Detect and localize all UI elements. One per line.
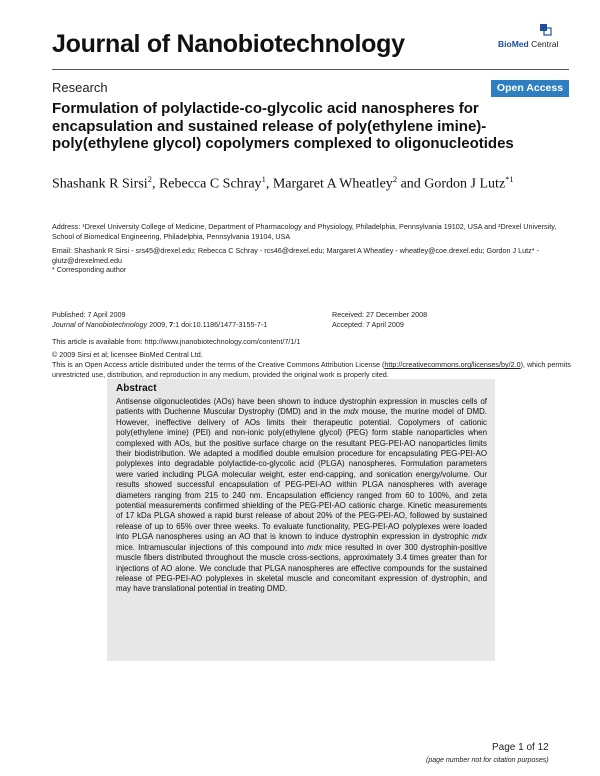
corresponding-note: * Corresponding author <box>52 265 127 274</box>
article-title: Formulation of polylactide-co-glycolic acid nanospheres for encapsulation and sustained release of poly(ethylene imine)-poly(ethylene glycol) copolymers complexed to oligonucleotides <box>52 100 514 152</box>
license-text <box>52 360 577 381</box>
journal-title: Journal of Nanobiotechnology <box>52 30 405 58</box>
author-affiliation: 2 <box>147 174 152 184</box>
author-emails[interactable]: Email: Shashank R Sirsi - srs45@drexel.edu; Rebecca C Schray - rcs46@drexel.edu; Margaret A Wheatley - wheatley@coe.drexel.edu; Gordon J Lutz* - glutz@drexelmed.edu <box>52 246 539 266</box>
logo-bio: BioMed <box>498 39 529 49</box>
license-post: ), which permits unrestricted use, distribution, and reproduction in any medium, provided the original work is properly cited. <box>52 360 571 380</box>
published-date: Published: 7 April 2009 <box>52 310 126 319</box>
page-number: Page 1 of 12 <box>492 742 549 753</box>
author-affiliation: 1 <box>261 174 266 184</box>
author-name: Shashank R Sirsi <box>52 176 148 192</box>
citation-year: 2009, <box>147 320 170 330</box>
open-access-badge[interactable]: Open Access <box>491 80 569 97</box>
accepted-date: Accepted: 7 April 2009 <box>332 320 404 330</box>
biomed-central-logo[interactable] <box>498 23 566 53</box>
abstract-segment: mouse, the murine model of DMD. However, ineffective delivery of AOs limits their therapeutic potential. Copolymers of cationic poly(ethylene imine) (PEI) and non-ionic poly(ethylene glycol) (PEG) form stable nanoparticles when complexed with AOs, but the positive surface charge on the resultant PEG-PEI-AO nanoparticles limits their biodistribution. We adapted a modified double emulsion procedure for encapsulating PEG-PEI-AO polyplexes into degradable polylactide-co-glycolic acid (PLGA) nanospheres. Formulation parameters were varied including PLGA molecular weight, ester end-capping, and sonication energy/volume. Our results showed successful encapsulation of PEG-PEI-AO within PLGA nanospheres with average diameters ranging from 215 to 240 nm. Encapsulation efficiency ranged from 60 to 100%, and zeta potential measurements confirmed shielding of the PEG-PEI-AO cationic charge. Kinetic measurements of 17 kDa PLGA showed a rapid burst release of about 20% of the PEG-PEI-AO, followed by sustained release of up to 65% over three weeks. To evaluate functionality, PEG-PEI-AO polyplexes were loaded into PLGA nanospheres using an AO that is known to induce dystrophin expression in dystrophic <box>116 407 488 542</box>
abstract-heading: Abstract <box>116 383 157 394</box>
biomed-logo-icon <box>539 23 552 36</box>
citation-doi: :1 doi:10.1186/1477-3155-7-1 <box>173 320 268 330</box>
header-rule <box>52 69 569 70</box>
abstract-italic: mdx <box>307 542 323 552</box>
abstract-body <box>116 397 487 595</box>
license-link[interactable]: http://creativecommons.org/licenses/by/2.0 <box>384 360 521 369</box>
publication-info <box>52 310 312 331</box>
author-separator: and Gordon J Lutz <box>397 176 506 192</box>
abstract-segment: mice resulted in over 300 dystrophin-positive muscle fibers distributed throughout the muscle cross-sections, approximately 3.4 times greater than for injections of AO alone. We conclude that PLGA nanospheres are effective compounds for the sustained release of PEG-PEI-AO polyplexes in skeletal muscle and concomitant expression of dystrophin, and may have translational potential in treating DMD. <box>116 542 487 594</box>
abstract-segment: Antisense oligonucleotides (AOs) have been shown to induce dystrophin expression in muscles cells of patients with Duchenne Muscular Dystrophy (DMD) and in the <box>116 397 487 417</box>
logo-central: Central <box>528 39 559 49</box>
affiliation-address: Address: ¹Drexel University College of Medicine, Department of Pharmacology and Physiology, Philadelphia, Pennsylvania 19102, USA and ²Drexel University, School of Biomedical Engineering, Philadelphia, Pennsylvania 19104, USA <box>52 222 557 242</box>
license-pre: This is an Open Access article distributed under the terms of the Creative Commons Attribution License ( <box>52 360 385 369</box>
author-affiliation: *1 <box>505 174 514 184</box>
abstract-italic: mdx <box>472 532 487 542</box>
author-name: Margaret A Wheatley <box>272 176 393 192</box>
article-url[interactable]: This article is available from: http://www.jnanobiotechnology.com/content/7/1/1 <box>52 337 301 346</box>
logo-text <box>498 39 558 49</box>
author-separator: , <box>265 176 273 192</box>
citation-journal: Journal of Nanobiotechnology <box>52 320 148 330</box>
author-separator: , <box>151 176 159 192</box>
section-label: Research <box>52 80 108 95</box>
received-date: Received: 27 December 2008 <box>332 310 428 319</box>
citation <box>52 320 312 330</box>
citation-volume: 7 <box>169 320 174 330</box>
author-affiliation: 2 <box>392 174 398 184</box>
copyright: © 2009 Sirsi et al; licensee BioMed Central Ltd. <box>52 350 203 359</box>
page-note: (page number not for citation purposes) <box>426 757 549 764</box>
abstract-segment: mice. Intramuscular injections of this compound into <box>116 542 308 552</box>
abstract-italic: mdx <box>343 407 359 417</box>
author-list <box>52 171 532 193</box>
received-info <box>332 310 552 331</box>
author-name: Rebecca C Schray <box>158 176 262 192</box>
